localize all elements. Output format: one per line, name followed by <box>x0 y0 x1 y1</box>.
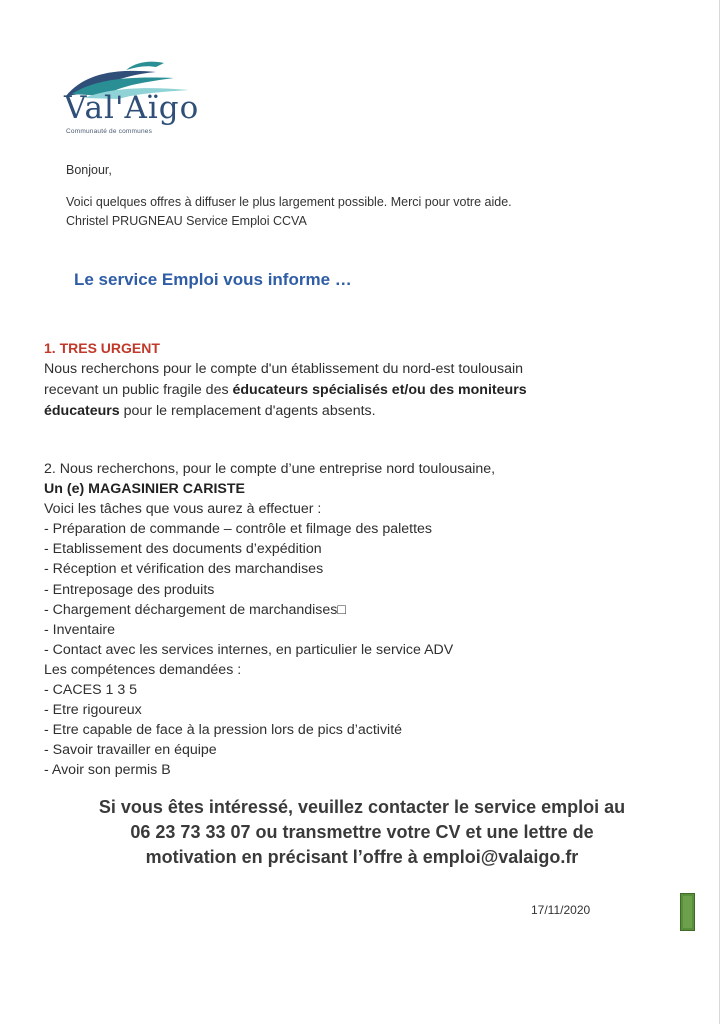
list-item: - Savoir travailler en équipe <box>44 742 217 759</box>
contact-line: Si vous êtes intéressé, veuillez contacter le service emploi au <box>98 797 626 817</box>
offer-urgent <box>44 338 684 422</box>
text-run: pour le remplacement d'agents absents. <box>119 403 376 419</box>
offer-cariste-intro: 2. Nous recherchons, pour le compte d’une entreprise nord toulousaine, <box>44 461 496 477</box>
list-item: - Avoir son permis B <box>44 762 171 779</box>
logo-name: Val'Aïgo <box>64 90 200 126</box>
greeting: Bonjour, <box>66 163 112 177</box>
list-item: - Réception et vérification des marchandises <box>44 561 324 578</box>
list-item: - Chargement déchargement de marchandises□ <box>44 601 346 618</box>
list-item: - Entreposage des produits <box>44 581 215 598</box>
page-heading: Le service Emploi vous informe … <box>74 270 352 289</box>
list-item: - Inventaire <box>44 621 115 638</box>
intro-signature: Christel PRUGNEAU Service Emploi CCVA <box>66 214 307 228</box>
list-item: - Etre capable de face à la pression lors de pics d’activité <box>44 722 403 739</box>
offer-urgent-title: 1. TRES URGENT <box>44 340 160 356</box>
bold-run: éducateurs <box>44 403 120 419</box>
offer-cariste-position: Un (e) MAGASINIER CARISTE <box>44 481 245 498</box>
logo-tagline: Communauté de communes <box>66 128 153 135</box>
logo <box>64 60 199 140</box>
contact-line: motivation en précisant l’offre à emploi@valaigo.fr <box>145 847 579 867</box>
offer-urgent-line <box>44 401 684 422</box>
document-date: 17/11/2020 <box>531 903 591 917</box>
contact-callout <box>24 795 700 870</box>
skills-label: Les compétences demandées : <box>44 661 242 678</box>
page-edge <box>719 0 720 1024</box>
intro-line: Voici quelques offres à diffuser le plus largement possible. Merci pour votre aide. <box>66 195 512 209</box>
intro-text <box>66 193 512 231</box>
contact-line: 06 23 73 33 07 ou transmettre votre CV et une lettre de <box>130 822 594 842</box>
offer-urgent-line: Nous recherchons pour le compte d'un établissement du nord-est toulousain <box>44 361 524 377</box>
list-item: - Préparation de commande – contrôle et filmage des palettes <box>44 521 433 538</box>
list-item: - Etablissement des documents d’expédition <box>44 541 322 558</box>
text-run: recevant un public fragile des <box>44 382 233 398</box>
offer-cariste <box>44 459 684 781</box>
list-item: - CACES 1 3 5 <box>44 682 138 699</box>
offer-urgent-line <box>44 380 684 401</box>
bold-run: éducateurs spécialisés et/ou des moniteurs <box>232 382 527 398</box>
page-tab-marker <box>680 893 695 931</box>
tasks-label: Voici les tâches que vous aurez à effectuer : <box>44 501 322 518</box>
list-item: - Etre rigoureux <box>44 702 142 719</box>
list-item: - Contact avec les services internes, en particulier le service ADV <box>44 641 454 658</box>
